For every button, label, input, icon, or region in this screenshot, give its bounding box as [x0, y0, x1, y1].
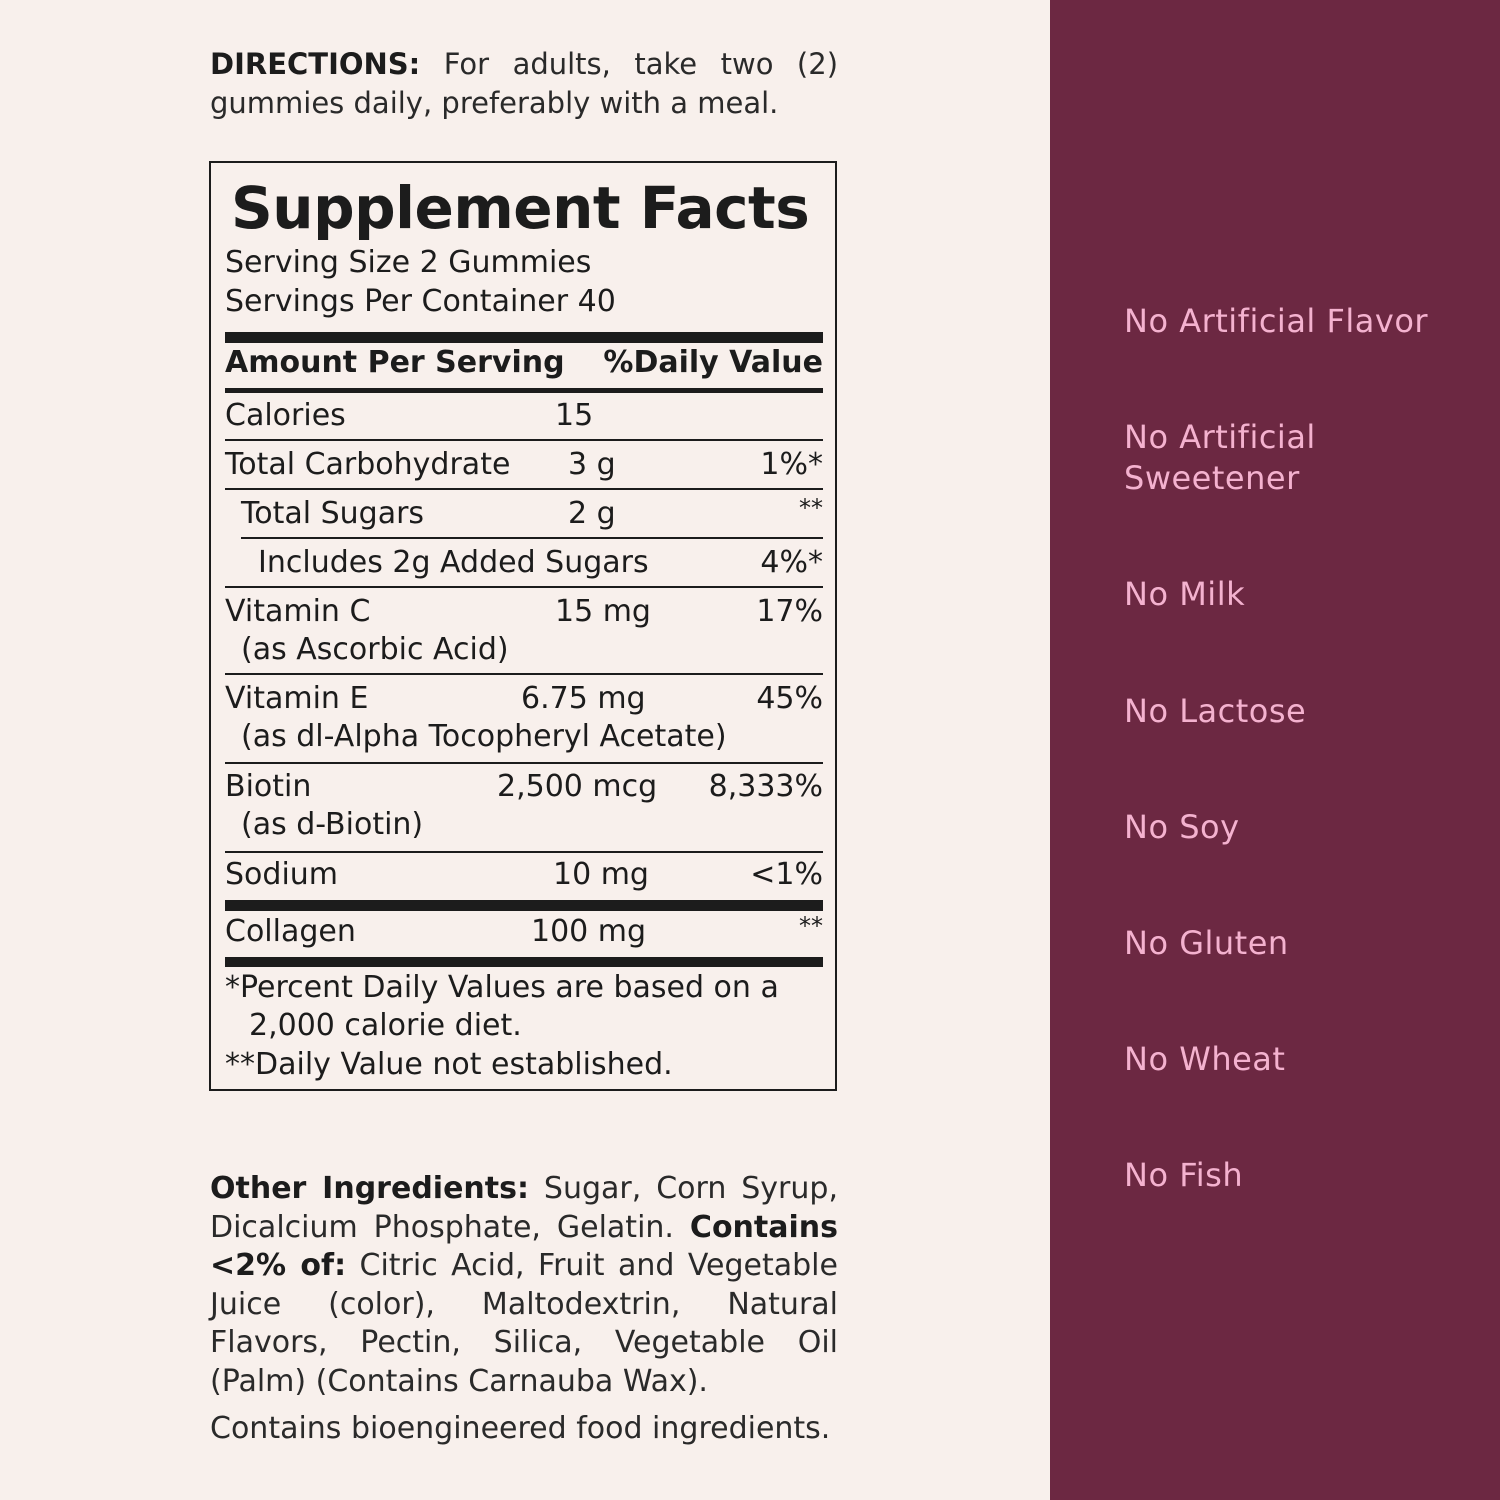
nutrient-dv: ** [799, 494, 823, 522]
nutrient-amount: 15 [555, 398, 594, 433]
nutrient-name: Biotin [225, 769, 312, 804]
directions-label: DIRECTIONS: [210, 47, 421, 81]
claim-no-milk: No Milk [1124, 575, 1246, 613]
nutrient-dv: 8,333% [708, 769, 823, 804]
row-divider [225, 762, 823, 764]
nutrient-name: Sodium [225, 857, 339, 892]
nutrient-name: Vitamin E [225, 681, 369, 716]
footnote-daily-values-line-2: 2,000 calorie diet. [249, 1008, 522, 1043]
footnote-daily-values [225, 969, 823, 1007]
claim-no-gluten: No Gluten [1124, 924, 1289, 962]
nutrient-name: Total Sugars [241, 496, 425, 531]
other-ingredients-text-2: Citric Acid, Fruit and Vegetable Juice (color), Maltodextrin, Natural Flavors, Pectin, Silica, Vegetable Oil (Palm) (Contains Carnauba Wax). [210, 1248, 838, 1399]
claim-no-wheat: No Wheat [1124, 1040, 1286, 1078]
amount-per-serving-label: Amount Per Serving [225, 345, 565, 380]
claim-no-fish: No Fish [1124, 1156, 1244, 1194]
nutrient-source: (as dl-Alpha Tocopheryl Acetate) [241, 719, 727, 754]
nutrient-name: Total Carbohydrate [225, 447, 511, 482]
directions-body: For adults, take two (2) gummies daily, preferably with a meal. [210, 47, 839, 120]
footnote-daily-values-line-1: *Percent Daily Values are based on a [225, 970, 779, 1005]
nutrient-source: (as d-Biotin) [241, 807, 424, 842]
nutrient-amount: 2,500 mcg [497, 769, 658, 804]
medium-divider [225, 388, 823, 393]
claim-no-artificial-sweetener: No Artificial Sweetener [1124, 418, 1316, 497]
directions-text [210, 45, 838, 123]
servings-per-container: Servings Per Container 40 [225, 284, 616, 319]
bioengineered-statement: Contains bioengineered food ingredients. [210, 1411, 831, 1446]
thick-divider [225, 900, 823, 911]
claim-no-soy: No Soy [1124, 808, 1240, 846]
nutrient-dv: ** [799, 912, 823, 940]
nutrient-amount: 100 mg [531, 914, 647, 949]
claim-no-lactose: No Lactose [1124, 692, 1307, 730]
claim-no-artificial-flavor: No Artificial Flavor [1124, 302, 1429, 340]
other-ingredients [210, 1170, 838, 1401]
nutrient-name: Collagen [225, 914, 356, 949]
nutrient-amount: 2 g [568, 496, 616, 531]
nutrient-dv: 45% [756, 681, 823, 716]
nutrient-name: Includes 2g Added Sugars [258, 545, 649, 580]
serving-size: Serving Size 2 Gummies [225, 245, 592, 280]
nutrient-amount: 6.75 mg [521, 681, 646, 716]
row-divider [225, 673, 823, 675]
nutrient-name: Vitamin C [225, 594, 371, 629]
nutrient-amount: 10 mg [553, 857, 649, 892]
row-divider [225, 851, 823, 853]
footnote-not-established: **Daily Value not established. [225, 1047, 673, 1082]
row-divider [225, 488, 823, 490]
supplement-facts-box [209, 161, 837, 1091]
daily-value-label: %Daily Value [603, 345, 823, 380]
contains-label: Contains <2% of: [210, 1209, 838, 1283]
row-divider [241, 537, 823, 539]
nutrient-amount: 3 g [568, 447, 616, 482]
claims-panel [1050, 0, 1500, 1500]
thick-divider [225, 957, 823, 967]
nutrient-name: Calories [225, 398, 346, 433]
nutrient-source: (as Ascorbic Acid) [241, 632, 509, 667]
facts-title: Supplement Facts [231, 174, 810, 242]
nutrient-dv: 4%* [760, 545, 823, 580]
nutrient-amount: 15 mg [555, 594, 651, 629]
row-divider [225, 439, 823, 441]
nutrient-dv: <1% [750, 857, 823, 892]
thick-divider [225, 332, 823, 343]
other-ingredients-label: Other Ingredients: [210, 1171, 529, 1206]
nutrient-dv: 17% [756, 594, 823, 629]
facts-header [225, 345, 823, 381]
row-divider [225, 586, 823, 588]
nutrient-dv: 1%* [760, 447, 823, 482]
other-ingredients-text-1: Sugar, Corn Syrup, Dicalcium Phosphate, Gelatin. [210, 1171, 838, 1245]
